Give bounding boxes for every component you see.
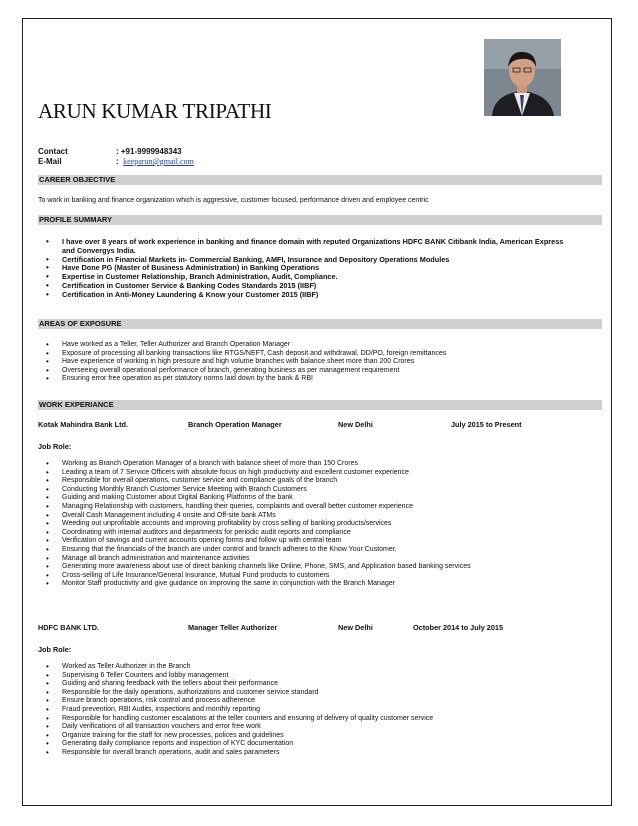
list-item: • Responsible for handling customer escalations at the teller counters and ensuring of delivery of quality customer service [38,715,433,724]
email-separator: : [116,157,119,166]
list-item: • Guiding and sharing feedback with the tellers about their performance [38,680,433,689]
list-item: • Certification in Customer Service & Banking Codes Standards 2015 (IIBF) [38,282,572,291]
profile-photo [484,39,561,116]
job-period: October 2014 to July 2015 [413,623,504,632]
list-item: • Daily verifications of all transaction vouchers and error free work [38,723,433,732]
list-item: • Responsible for the daily operations, authorizations and customer service standard [38,689,433,698]
list-item: • Overseeing overall operational performance of branch, generating business as per management requirement [38,367,446,376]
list-item: • Leading a team of 7 Service Officers with absolute focus on high productivity and excellent customer experience [38,469,471,478]
section-career-objective: CAREER OBJECTIVE [38,175,602,185]
list-item: • Managing Relationship with customers, handling their queries, complaints and overall better customer experience [38,503,471,512]
list-item: • Manage all branch administration and maintenance activities [38,555,471,564]
list-item: • Have experience of working in high pressure and high volume branches with balance sheet more than 200 Crores [38,358,446,367]
list-item: • Certification in Financial Markets in- Commercial Banking, AMFI, Insurance and Depository Operations Modules [38,256,572,265]
list-item: • Certification in Anti-Money Laundering & Know your Customer 2015 (IIBF) [38,291,572,300]
list-item: • Generating more awareness about use of direct banking channels like Online, Phone, SMS, and Application based banking services [38,563,471,572]
list-item: • Coordinating with internal auditors and departments for periodic audit reports and compliance [38,529,471,538]
list-item: • Weeding out unprofitable accounts and improving profitability by cross selling of banking products/services [38,520,471,529]
list-item: • Exposure of processing all banking transactions like RTGS/NEFT, Cash deposit and withdrawal, DD/PO, foreign remittances [38,350,446,359]
job-location: New Delhi [338,420,373,429]
job-period: July 2015 to Present [451,420,522,429]
list-item: • Overall Cash Management including 4 onsite and Off-site bank ATMs [38,512,471,521]
list-item: • I have over 8 years of work experience in banking and finance domain with reputed Organizations HDFC BANK Citibank India, American Express and Convergys India. [38,238,572,256]
email-label: E-Mail [38,157,62,166]
list-item: • Verification of savings and current accounts opening forms and follow up with central team [38,537,471,546]
list-item: • Worked as Teller Authorizer in the Branch [38,663,433,672]
person-photo-icon [484,39,561,116]
job-company: HDFC BANK LTD. [38,623,100,632]
list-item: • Responsible for overall operations, customer service and compliance goals of the branch [38,477,471,486]
section-profile-summary: PROFILE SUMMARY [38,215,602,225]
job-location: New Delhi [338,623,373,632]
section-areas-of-exposure: AREAS OF EXPOSURE [38,319,602,329]
list-item: • Guiding and making Customer about Digital Banking Platforms of the bank [38,494,471,503]
job-role-label: Job Role: [38,645,72,654]
job-role-label: Job Role: [38,442,72,451]
list-item: • Working as Branch Operation Manager of a branch with balance sheet of more than 150 Crores [38,460,471,469]
list-item: • Cross-selling of Life Insurance/General Insurance, Mutual Fund products to customers [38,572,471,581]
list-item: • Have worked as a Teller, Teller Authorizer and Branch Operation Manager [38,341,446,350]
list-item: • Responsible for overall branch operations, audit and sales parameters [38,749,433,758]
section-work-experience: WORK EXPERIANCE [38,400,602,410]
list-item: • Conducting Monthly Branch Customer Service Meeting with Branch Customers [38,486,471,495]
candidate-name: ARUN KUMAR TRIPATHI [38,99,272,123]
profile-summary-list [38,238,572,300]
list-item: • Fraud prevention, RBI Audits, inspections and monthly reporting [38,706,433,715]
job-duties-kotak [38,460,471,589]
career-objective-text: To work in banking and finance organization which is aggressive, customer focused, performance driven and employee centric [38,197,429,204]
list-item: • Supervising 6 Teller Counters and lobby management [38,672,433,681]
list-item: • Have Done PG (Master of Business Administration) in Banking Operations [38,264,572,273]
areas-list [38,341,446,384]
job-duties-hdfc [38,663,433,758]
list-item: • Expertise in Customer Relationship, Branch Administration, Audit, Compliance. [38,273,572,282]
job-company: Kotak Mahindra Bank Ltd. [38,420,129,429]
job-position: Branch Operation Manager [188,420,282,429]
contact-block [38,147,194,167]
email-link[interactable]: keeparun@gmail.com [123,157,194,166]
list-item: • Generating daily compliance reports and inspection of KYC documentation [38,740,433,749]
list-item: • Ensuring that the financials of the branch are under control and branch adheres to the Know Your Customer. [38,546,471,555]
resume-page [22,18,612,806]
list-item: • Organize training for the staff for new processes, polices and guidelines [38,732,433,741]
list-item: • Ensure branch operations, risk control and process adherence [38,697,433,706]
contact-label: Contact [38,147,68,156]
list-item: • Ensuring error free operation as per statutory norms laid down by the bank & RBI [38,375,446,384]
contact-phone: : +91-9999948343 [116,147,182,156]
job-position: Manager Teller Authorizer [188,623,278,632]
list-item: • Monitor Staff productivity and give guidance on improving the same in conjunction with the Branch Manager [38,580,471,589]
